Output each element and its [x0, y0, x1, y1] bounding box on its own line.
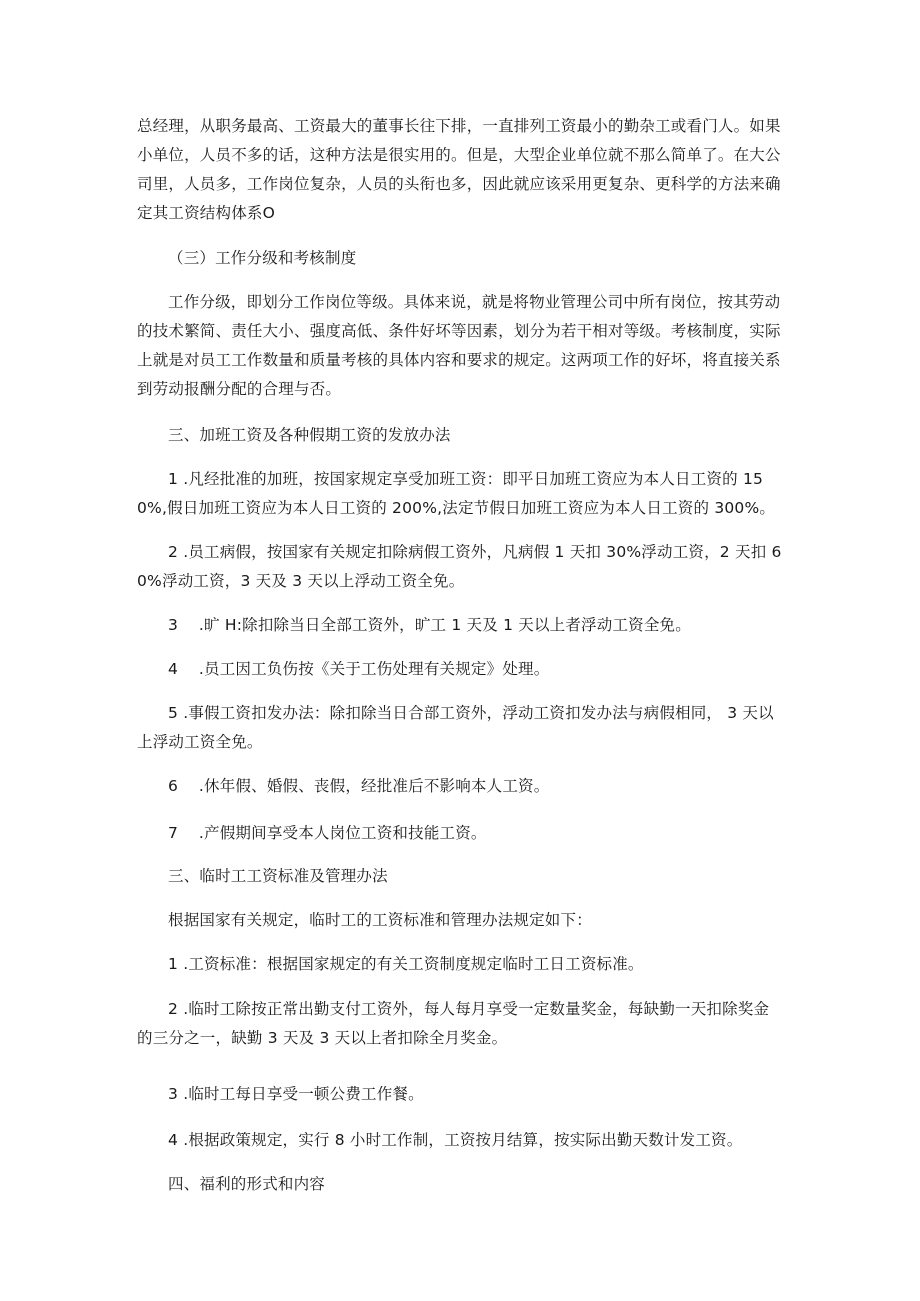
- paragraph-ranking-method: 总经理，从职务最高、工资最大的董事长往下排，一直排列工资最小的勤杂工或看门人。如果小单位，人员不多的话，这种方法是很实用的。但是，大型企业单位就不那么简单了。在大公司里，人员多，工作岗位复杂，人员的头衔也多，因此就应该采用更复杂、更科学的方法来确定其工资结构体系O: [137, 117, 781, 222]
- list-item-sick-leave-2: 2 .员工病假，按国家有关规定扣除病假工资外，凡病假 1 天扣 30%浮动工资，2 天扣 60%浮动工资，3 天及 3 天以上浮动工资全免。: [137, 543, 782, 590]
- heading-temporary-workers: 三、临时工工资标准及管理办法: [168, 867, 388, 885]
- subheading-job-grading: （三）工作分级和考核制度: [168, 249, 357, 267]
- list-item-absence-3: 3 .旷 H:除扣除当日全部工资外，旷工 1 天及 1 天以上者浮动工资全免。: [168, 616, 691, 634]
- heading-welfare: 四、福利的形式和内容: [168, 1175, 326, 1193]
- paragraph-job-grading: 工作分级，即划分工作岗位等级。具体来说，就是将物业管理公司中所有岗位，按其劳动的技术繁简、责任大小、强度高低、条件好坏等因素，划分为若干相对等级。考核制度，实际上就是对员工工作数量和质量考核的具体内容和要求的规定。这两项工作的好坏，将直接关系到劳动报酬分配的合理与否。: [137, 293, 781, 398]
- heading-overtime-pay: 三、加班工资及各种假期工资的发放办法: [168, 426, 451, 444]
- list-item-temp-wage-standard-1: 1 .工资标准：根据国家规定的有关工资制度规定临时工日工资标准。: [168, 955, 644, 973]
- list-item-injury-4: 4 .员工因工负伤按《关于工伤处理有关规定》处理。: [168, 660, 550, 678]
- list-item-temp-bonus-2: 2 .临时工除按正常出勤支付工资外，每人每月享受一定数量奖金，每缺勤一天扣除奖金的三分之一，缺勤 3 天及 3 天以上者扣除全月奖金。: [137, 1000, 770, 1047]
- paragraph-temporary-intro: 根据国家有关规定，临时工的工资标准和管理办法规定如下：: [168, 911, 592, 929]
- list-item-overtime-1: 1 .凡经批准的加班，按国家规定享受加班工资：即平日加班工资应为本人日工资的 150%,假日加班工资应为本人日工资的 200%,法定节假日加班工资应为本人日工资的 300%。: [137, 470, 776, 517]
- list-item-personal-leave-5: 5 .事假工资扣发办法：除扣除当日合部工资外，浮动工资扣发办法与病假相同， 3 天以上浮动工资全免。: [137, 704, 774, 751]
- list-item-maternity-leave-7: 7 .产假期间享受本人岗位工资和技能工资。: [168, 824, 487, 842]
- list-item-annual-leave-6: 6 .休年假、婚假、丧假，经批准后不影响本人工资。: [168, 777, 550, 795]
- list-item-temp-hours-4: 4 .根据政策规定，实行 8 小时工作制，工资按月结算，按实际出勤天数计发工资。: [168, 1131, 743, 1149]
- list-item-temp-meal-3: 3 .临时工每日享受一顿公费工作餐。: [168, 1085, 424, 1103]
